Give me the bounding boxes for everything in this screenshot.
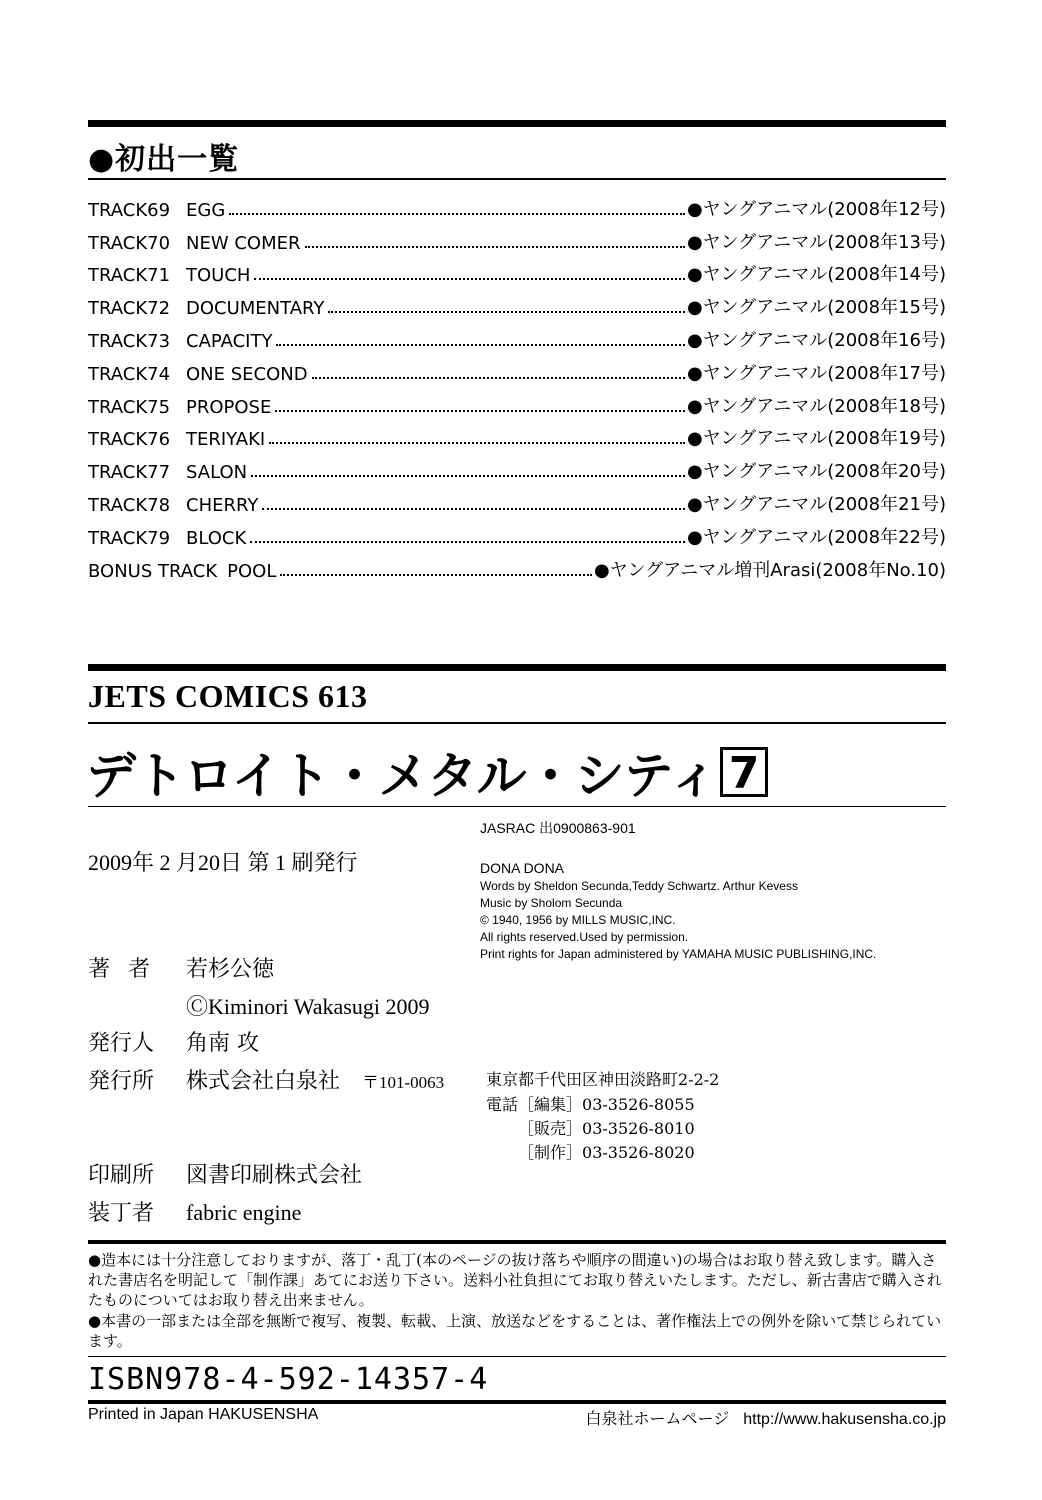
track-number: TRACK70 (88, 232, 171, 254)
postal-code: 〒101-0063 (362, 1073, 445, 1092)
list-item (88, 483, 946, 516)
track-number: TRACK69 (88, 199, 171, 221)
publish-date: 2009年 2 月20日 第 1 刷発行 (88, 850, 358, 875)
track-number: TRACK75 (88, 396, 171, 418)
credit-value: 角南 攻 (186, 1031, 259, 1056)
track-number: TRACK73 (88, 330, 171, 352)
phone-dept: ［編集］ (518, 1095, 583, 1114)
track-source: ●ヤングアニマル(2008年20号) (686, 461, 946, 483)
phone-number: 03-3526-8055 (582, 1095, 695, 1114)
legal-notice (88, 1250, 950, 1352)
title-bottom-rule (88, 806, 946, 807)
list-item (88, 450, 946, 483)
list-item (88, 418, 946, 451)
track-source: ●ヤングアニマル(2008年14号) (686, 264, 946, 286)
copyright-line: © 1940, 1956 by MILLS MUSIC,INC. (480, 913, 676, 927)
track-name: EGG (186, 199, 226, 221)
author-copyright: ⒸKiminori Wakasugi 2009 (186, 994, 430, 1019)
notice-paragraph: ●本書の一部または全部を無断で複写、複製、転載、上演、放送などをすることは、著作権法上での例外を除いて禁じられています。 (88, 1312, 942, 1350)
track-name: TERIYAKI (186, 429, 266, 451)
credit-label: 著者 (88, 957, 169, 982)
footer-rule (88, 1400, 946, 1404)
list-item (88, 286, 946, 319)
music-copyright (480, 818, 876, 963)
first-appearance-title: ●初出一覧 (88, 142, 240, 177)
list-item (88, 385, 946, 418)
credit-label: 印刷所 (88, 1163, 155, 1188)
phone-dept: ［制作］ (518, 1143, 583, 1162)
dot-leader (312, 377, 685, 379)
series-underline (88, 722, 946, 724)
list-item (88, 319, 946, 352)
credit-label: 発行人 (88, 1031, 155, 1056)
dot-leader (269, 442, 685, 444)
track-name: BLOCK (186, 527, 247, 549)
list-item (88, 516, 946, 549)
series-name: JETS COMICS 613 (88, 678, 368, 714)
credit-value: 株式会社白泉社 (186, 1069, 341, 1094)
book-title (86, 736, 768, 808)
dot-leader (276, 344, 685, 346)
publisher-homepage (586, 1406, 946, 1429)
copyright-line: Words by Sheldon Secunda,Teddy Schwartz. Arthur Kevess (480, 879, 798, 893)
dot-leader (229, 213, 685, 215)
track-source: ●ヤングアニマル(2008年16号) (686, 329, 946, 351)
book-title-text: デトロイト・メタル・シティ (86, 747, 718, 805)
track-source: ●ヤングアニマル(2008年19号) (686, 428, 946, 450)
track-source: ●ヤングアニマル(2008年18号) (686, 395, 946, 417)
dot-leader (328, 311, 685, 313)
track-number: TRACK78 (88, 494, 171, 516)
credit-author (88, 952, 274, 983)
dot-leader (305, 246, 685, 248)
song-title: DONA DONA (480, 860, 565, 876)
phone-number: 03-3526-8010 (582, 1119, 695, 1138)
credit-value: fabric engine (186, 1200, 302, 1225)
track-source: ●ヤングアニマル(2008年21号) (686, 493, 946, 515)
track-source: ●ヤングアニマル(2008年13号) (686, 231, 946, 253)
track-source: ●ヤングアニマル(2008年12号) (686, 198, 946, 220)
phone-row (518, 1116, 695, 1139)
track-number: TRACK71 (88, 265, 171, 287)
title-underline (88, 178, 946, 180)
list-item-bonus (88, 549, 946, 582)
credit-designer (88, 1196, 301, 1227)
credit-label: 発行所 (88, 1069, 155, 1094)
notice-paragraph: ●造本には十分注意しておりますが、落丁・乱丁(本のページの抜け落ちや順序の間違い)の場合はお取り替え致します。購入された書店名を明記して「制作課」あてにお送り下さい。送料小社負担にてお取り替えいたします。ただし、新古書店で購入されたものについてはお取り替え出来ません。 (88, 1251, 942, 1309)
track-name: POOL (227, 560, 277, 582)
top-rule (88, 120, 946, 127)
copyright-line: Music by Sholom Secunda (480, 896, 623, 910)
track-name: SALON (186, 462, 248, 484)
publisher-address: 東京都千代田区神田淡路町2-2-2 (486, 1070, 720, 1089)
copyright-line: Print rights for Japan administered by YAMAHA MUSIC PUBLISHING,INC. (480, 947, 877, 961)
track-name: PROPOSE (186, 396, 272, 418)
track-name: DOCUMENTARY (186, 298, 325, 320)
dot-leader (280, 574, 592, 576)
track-source: ●ヤングアニマル(2008年17号) (686, 362, 946, 384)
track-list (88, 188, 946, 582)
volume-number: 7 (720, 747, 768, 797)
phone-row (486, 1092, 695, 1115)
track-source: ●ヤングアニマル(2008年15号) (686, 297, 946, 319)
track-source: ●ヤングアニマル(2008年22号) (686, 526, 946, 548)
notice-top-rule (88, 1240, 946, 1244)
dot-leader (250, 541, 685, 543)
track-number: TRACK77 (88, 462, 171, 484)
copyright-line: All rights reserved.Used by permission. (480, 930, 689, 944)
list-item (88, 188, 946, 221)
track-name: TOUCH (186, 265, 251, 287)
jasrac-number: JASRAC 出0900863-901 (480, 820, 636, 836)
homepage-label: 白泉社ホームページ (585, 1411, 730, 1428)
dot-leader (251, 475, 685, 477)
printed-in: Printed in Japan HAKUSENSHA (88, 1406, 319, 1423)
dot-leader (275, 410, 685, 412)
track-number: TRACK72 (88, 298, 171, 320)
track-name: ONE SECOND (186, 363, 308, 385)
track-number: BONUS TRACK (88, 560, 218, 582)
track-name: CHERRY (186, 494, 259, 516)
list-item (88, 221, 946, 254)
phone-dept: ［販売］ (518, 1119, 583, 1138)
phone-label: 電話 (486, 1095, 519, 1114)
track-number: TRACK76 (88, 429, 171, 451)
phone-number: 03-3526-8020 (582, 1143, 695, 1162)
track-source: ●ヤングアニマル増刊Arasi(2008年No.10) (593, 559, 946, 581)
phone-row (518, 1140, 695, 1163)
dot-leader (262, 508, 685, 510)
track-name: NEW COMER (186, 232, 301, 254)
notice-bottom-rule (88, 1356, 946, 1357)
credit-value: 若杉公徳 (186, 957, 275, 982)
track-number: TRACK79 (88, 527, 171, 549)
dot-leader (254, 278, 685, 280)
credit-printer (88, 1158, 362, 1189)
credit-publisher (88, 1064, 444, 1095)
list-item (88, 254, 946, 287)
credit-publisher-person (88, 1026, 259, 1057)
homepage-url: http://www.hakusensha.co.jp (743, 1411, 946, 1428)
colophon-top-rule (88, 664, 946, 671)
credit-value: 図書印刷株式会社 (186, 1163, 363, 1188)
credit-label: 装丁者 (88, 1201, 155, 1226)
isbn: ISBN978-4-592-14357-4 (88, 1362, 489, 1397)
track-name: CAPACITY (186, 330, 273, 352)
list-item (88, 352, 946, 385)
track-number: TRACK74 (88, 363, 171, 385)
